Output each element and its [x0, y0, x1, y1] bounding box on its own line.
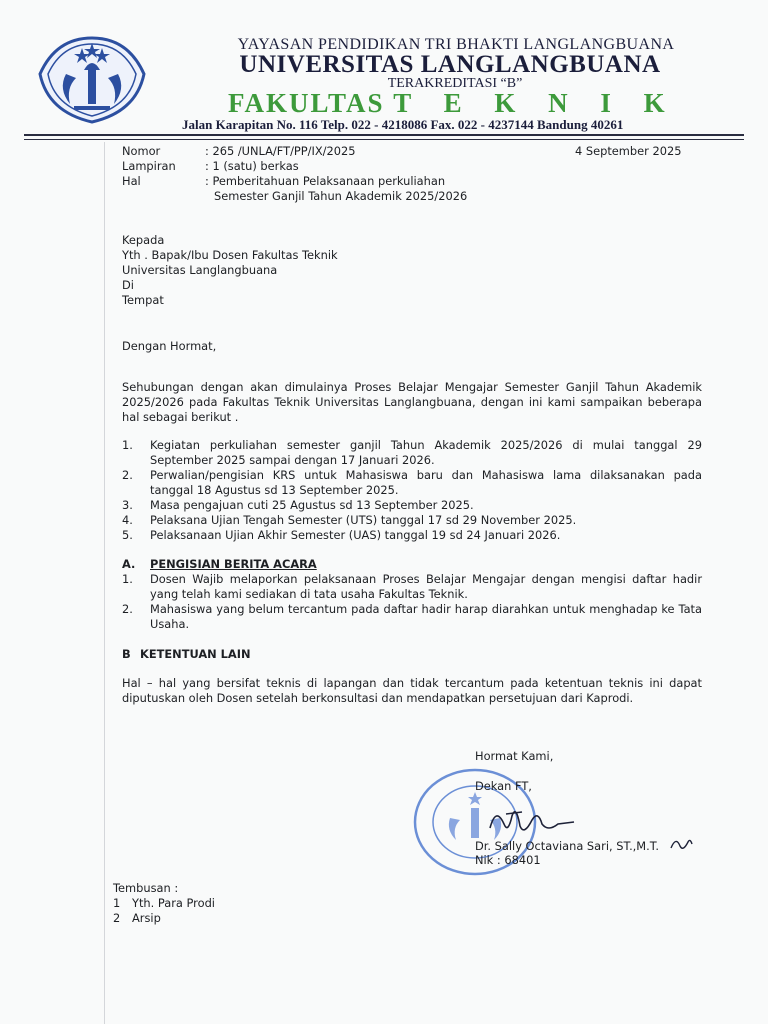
faculty-name-b: T E K N I K — [393, 88, 678, 118]
section-b-label: B — [122, 647, 131, 661]
header-divider — [24, 134, 744, 136]
list-item — [122, 498, 702, 513]
nomor-value: : 265 /UNLA/FT/PP/IX/2025 — [205, 144, 356, 158]
closing: Hormat Kami, — [475, 749, 554, 763]
faculty-name-a: FAKULTAS — [228, 88, 385, 118]
list-item — [122, 468, 702, 498]
list-item-text: Pelaksana Ujian Tengah Semester (UTS) tanggal 17 sd 29 November 2025. — [150, 513, 577, 527]
section-a-label: A. — [122, 557, 136, 571]
university-name: UNIVERSITAS LANGLANGBUANA — [239, 51, 661, 78]
list-item-number: 2. — [122, 468, 133, 482]
university-logo — [36, 34, 148, 126]
list-item — [122, 438, 702, 468]
recipient-institution: Universitas Langlangbuana — [122, 263, 278, 277]
list-item — [122, 513, 702, 528]
signatory-position: Dekan FT, — [475, 779, 532, 793]
binding-margin-line — [104, 142, 105, 1024]
section-b-title: KETENTUAN LAIN — [140, 647, 251, 661]
lampiran-value: : 1 (satu) berkas — [205, 159, 299, 173]
lampiran-label: Lampiran — [122, 159, 176, 173]
list-item-number: 2. — [122, 602, 133, 616]
list-item-number: 3. — [122, 498, 133, 512]
section-a-list — [122, 572, 702, 632]
list-item-text: Pelaksanaan Ujian Akhir Semester (UAS) tanggal 19 sd 24 Januari 2026. — [150, 528, 561, 542]
greeting: Dengan Hormat, — [122, 339, 217, 353]
cc-item-number: 2 — [113, 911, 121, 925]
foundation-name: YAYASAN PENDIDIKAN TRI BHAKTI LANGLANGBUANA — [237, 36, 675, 53]
faculty-name — [228, 88, 688, 119]
list-item-text: Masa pengajuan cuti 25 Agustus sd 13 September 2025. — [150, 498, 474, 512]
hal-value: : Pemberitahuan Pelaksanaan perkuliahan — [205, 174, 446, 188]
list-item-text: Mahasiswa yang belum tercantum pada daftar hadir harap diarahkan untuk menghadap ke Tata Usaha. — [150, 602, 702, 631]
section-b-paragraph: Hal – hal yang bersifat teknis di lapangan dan tidak tercantum pada ketentuan teknis ini dapat diputuskan oleh Dosen setelah berkonsultasi dan mendapatkan persetujuan dari Kaprodi. — [122, 676, 702, 705]
list-item-text: Kegiatan perkuliahan semester ganjil Tahun Akademik 2025/2026 di mulai tanggal 29 September 2025 sampai dengan 17 Januari 2026. — [150, 438, 702, 467]
accreditation: TERAKREDITASI “B” — [387, 76, 523, 91]
list-item-number: 5. — [122, 528, 133, 542]
hal-label: Hal — [122, 174, 141, 188]
cc-item: Arsip — [132, 911, 161, 925]
section-a-title: PENGISIAN BERITA ACARA — [150, 557, 317, 571]
list-item — [122, 572, 702, 602]
intro-paragraph: Sehubungan dengan akan dimulainya Proses Belajar Mengajar Semester Ganjil Tahun Akademik 2025/2026 pada Fakultas Teknik Universitas Langlangbuana, dengan ini kami sampaikan beberapa hal sebagai berikut . — [122, 380, 702, 424]
recipient-place: Tempat — [122, 293, 164, 307]
list-item — [122, 528, 702, 543]
address-line: Jalan Karapitan No. 116 Telp. 022 - 4218086 Fax. 022 - 4237144 Bandung 40261 — [182, 117, 624, 132]
list-item-text: Dosen Wajib melaporkan pelaksanaan Proses Belajar Mengajar dengan mengisi daftar hadir yang telah kami sediakan di tata usaha Fakultas Teknik. — [150, 572, 702, 601]
hal-value-cont: Semester Ganjil Tahun Akademik 2025/2026 — [214, 189, 468, 203]
letter-date: 4 September 2025 — [575, 144, 682, 158]
handwritten-signature — [482, 802, 582, 842]
cc-title: Tembusan : — [113, 881, 179, 895]
list-item-text: Perwalian/pengisian KRS untuk Mahasiswa baru dan Mahasiswa lama dilaksanakan pada tanggal 18 Agustus sd 13 September 2025. — [150, 468, 702, 497]
recipient-di: Di — [122, 278, 134, 292]
list-item — [122, 602, 702, 632]
numbered-list — [122, 438, 702, 543]
nomor-label: Nomor — [122, 144, 161, 158]
header-divider-thin — [24, 139, 744, 140]
list-item-number: 4. — [122, 513, 133, 527]
list-item-number: 1. — [122, 572, 133, 586]
initial-mark — [668, 834, 694, 854]
recipient-name: Yth . Bapak/Ibu Dosen Fakultas Teknik — [122, 248, 338, 262]
signatory-nik: Nik : 68401 — [475, 853, 541, 867]
list-item-number: 1. — [122, 438, 133, 452]
recipient-kepada: Kepada — [122, 233, 165, 247]
cc-item: Yth. Para Prodi — [132, 896, 215, 910]
cc-item-number: 1 — [113, 896, 121, 910]
signatory-name: Dr. Sally Octaviana Sari, ST.,M.T. — [475, 839, 659, 853]
